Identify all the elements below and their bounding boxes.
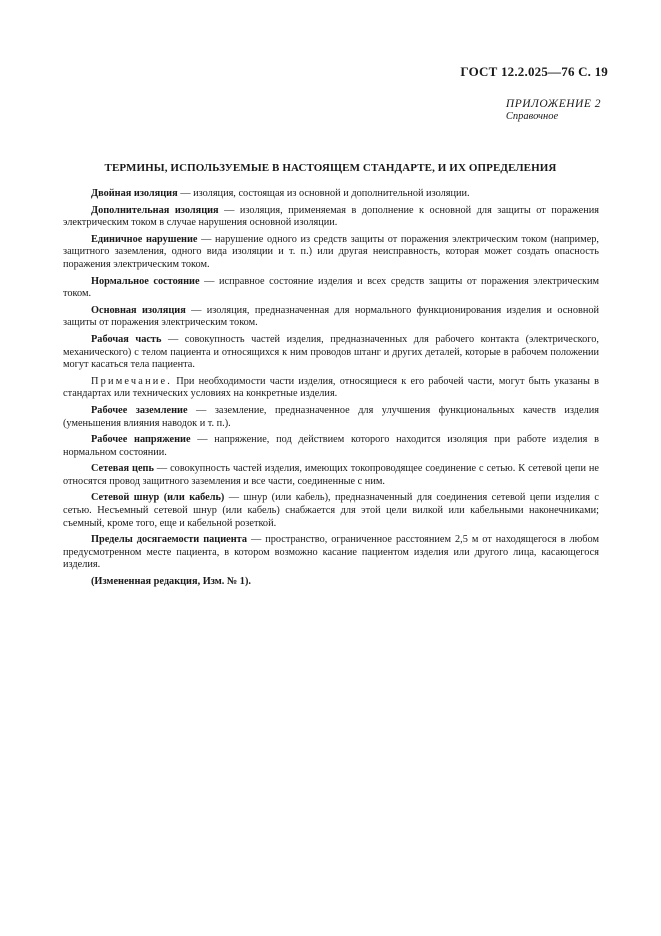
definition-term: Дополнительная изоляция xyxy=(91,204,219,216)
definition-text: — совокупность частей изделия, имеющих токопроводящее соединение с сетью. К сетевой цепи не относятся провод защитного заземления и все части, соединенные с ним. xyxy=(63,463,599,487)
revision-note-paragraph xyxy=(63,576,599,589)
appendix-subtitle: Справочное xyxy=(505,111,559,122)
definition-term: Двойная изоляция xyxy=(91,188,178,199)
definition-term: Рабочее напряжение xyxy=(91,434,191,446)
definition-term: Нормальное состояние xyxy=(91,275,200,287)
definition-paragraph xyxy=(63,205,599,230)
definition-text: — изоляция, предназначенная для нормального функционирования изделия и основной защиты от поражения электрическим током. xyxy=(63,304,599,329)
section-title: ТЕРМИНЫ, ИСПОЛЬЗУЕМЫЕ В НАСТОЯЩЕМ СТАНДАРТЕ, И ИХ ОПРЕДЕЛЕНИЯ xyxy=(104,162,557,174)
definition-text: — исправное состояние изделия и всех средств защиты от поражения электрическим током. xyxy=(63,275,600,300)
definition-paragraph xyxy=(63,305,599,330)
definition-paragraph xyxy=(63,434,599,459)
definition-paragraph xyxy=(63,334,599,372)
definition-paragraph xyxy=(63,405,599,430)
definition-paragraph xyxy=(63,276,599,301)
appendix-title: ПРИЛОЖЕНИЕ 2 xyxy=(505,98,601,110)
revision-note: (Измененная редакция, Изм. № 1). xyxy=(91,576,251,588)
note-text: При необходимости части изделия, относящиеся к его рабочей части, могут быть указаны в стандартах или технических условиях на конкретные изделия. xyxy=(63,375,599,400)
definition-text: — пространство, ограниченное расстоянием 2,5 м от находящегося в любом предусмотренном месте пациента, в котором возможно касание пациентом изделия или другого лица, касающегося изделия. xyxy=(63,534,599,571)
definitions-body xyxy=(63,188,599,593)
definition-paragraph xyxy=(63,463,599,488)
definition-term: Сетевая цепь xyxy=(91,463,154,475)
definition-paragraph xyxy=(63,234,599,272)
definition-paragraph xyxy=(63,534,599,572)
standard-page-header: ГОСТ 12.2.025—76 С. 19 xyxy=(460,64,608,79)
definition-text: — совокупность частей изделия, предназначенных для рабочего контакта (электрического, механического) с телом пациента и относящихся к ним проводов штанг и других деталей, которые в рабочем положении могут касаться тела пациента. xyxy=(63,333,599,371)
definition-paragraph xyxy=(63,492,599,530)
definition-text: — изоляция, применяемая в дополнение к основной для защиты от поражения электрическим током в случае нарушения основной изоляции. xyxy=(63,204,599,229)
definition-term: Основная изоляция xyxy=(91,304,186,316)
definition-term: Единичное нарушение xyxy=(91,233,198,245)
note-paragraph xyxy=(63,376,599,401)
definition-text: — заземление, предназначенное для улучшения функциональных качеств изделия (уменьшения влияния наводок и т. п.). xyxy=(63,404,599,429)
definition-term: Пределы досягаемости пациента xyxy=(91,534,247,546)
definition-text: — напряжение, под действием которого находится изоляция при работе изделия в нормальном состоянии. xyxy=(63,434,599,458)
definition-term: Рабочая часть xyxy=(91,333,162,345)
definition-paragraph xyxy=(63,188,599,201)
definition-text: — нарушение одного из средств защиты от поражения электрическим током (например, защитного заземления, одного вида изоляции и т. п.) или другая неисправность, которая может создать опасность поражения электрическим током. xyxy=(63,233,599,270)
note-label: Примечание. xyxy=(91,375,173,387)
definition-text: — шнур (или кабель), предназначенный для соединения сетевой цепи изделия с сетью. Несъемный сетевой шнур (или кабель) снабжается для этой цели вилкой или кабельными наконечниками; съемный, кроме того, еще и кабельной розеткой. xyxy=(63,492,599,529)
definition-term: Рабочее заземление xyxy=(91,404,188,416)
definition-term: Сетевой шнур (или кабель) xyxy=(91,492,225,504)
definition-text: — изоляция, состоящая из основной и дополнительной изоляции. xyxy=(177,188,470,199)
appendix-label xyxy=(506,98,601,122)
